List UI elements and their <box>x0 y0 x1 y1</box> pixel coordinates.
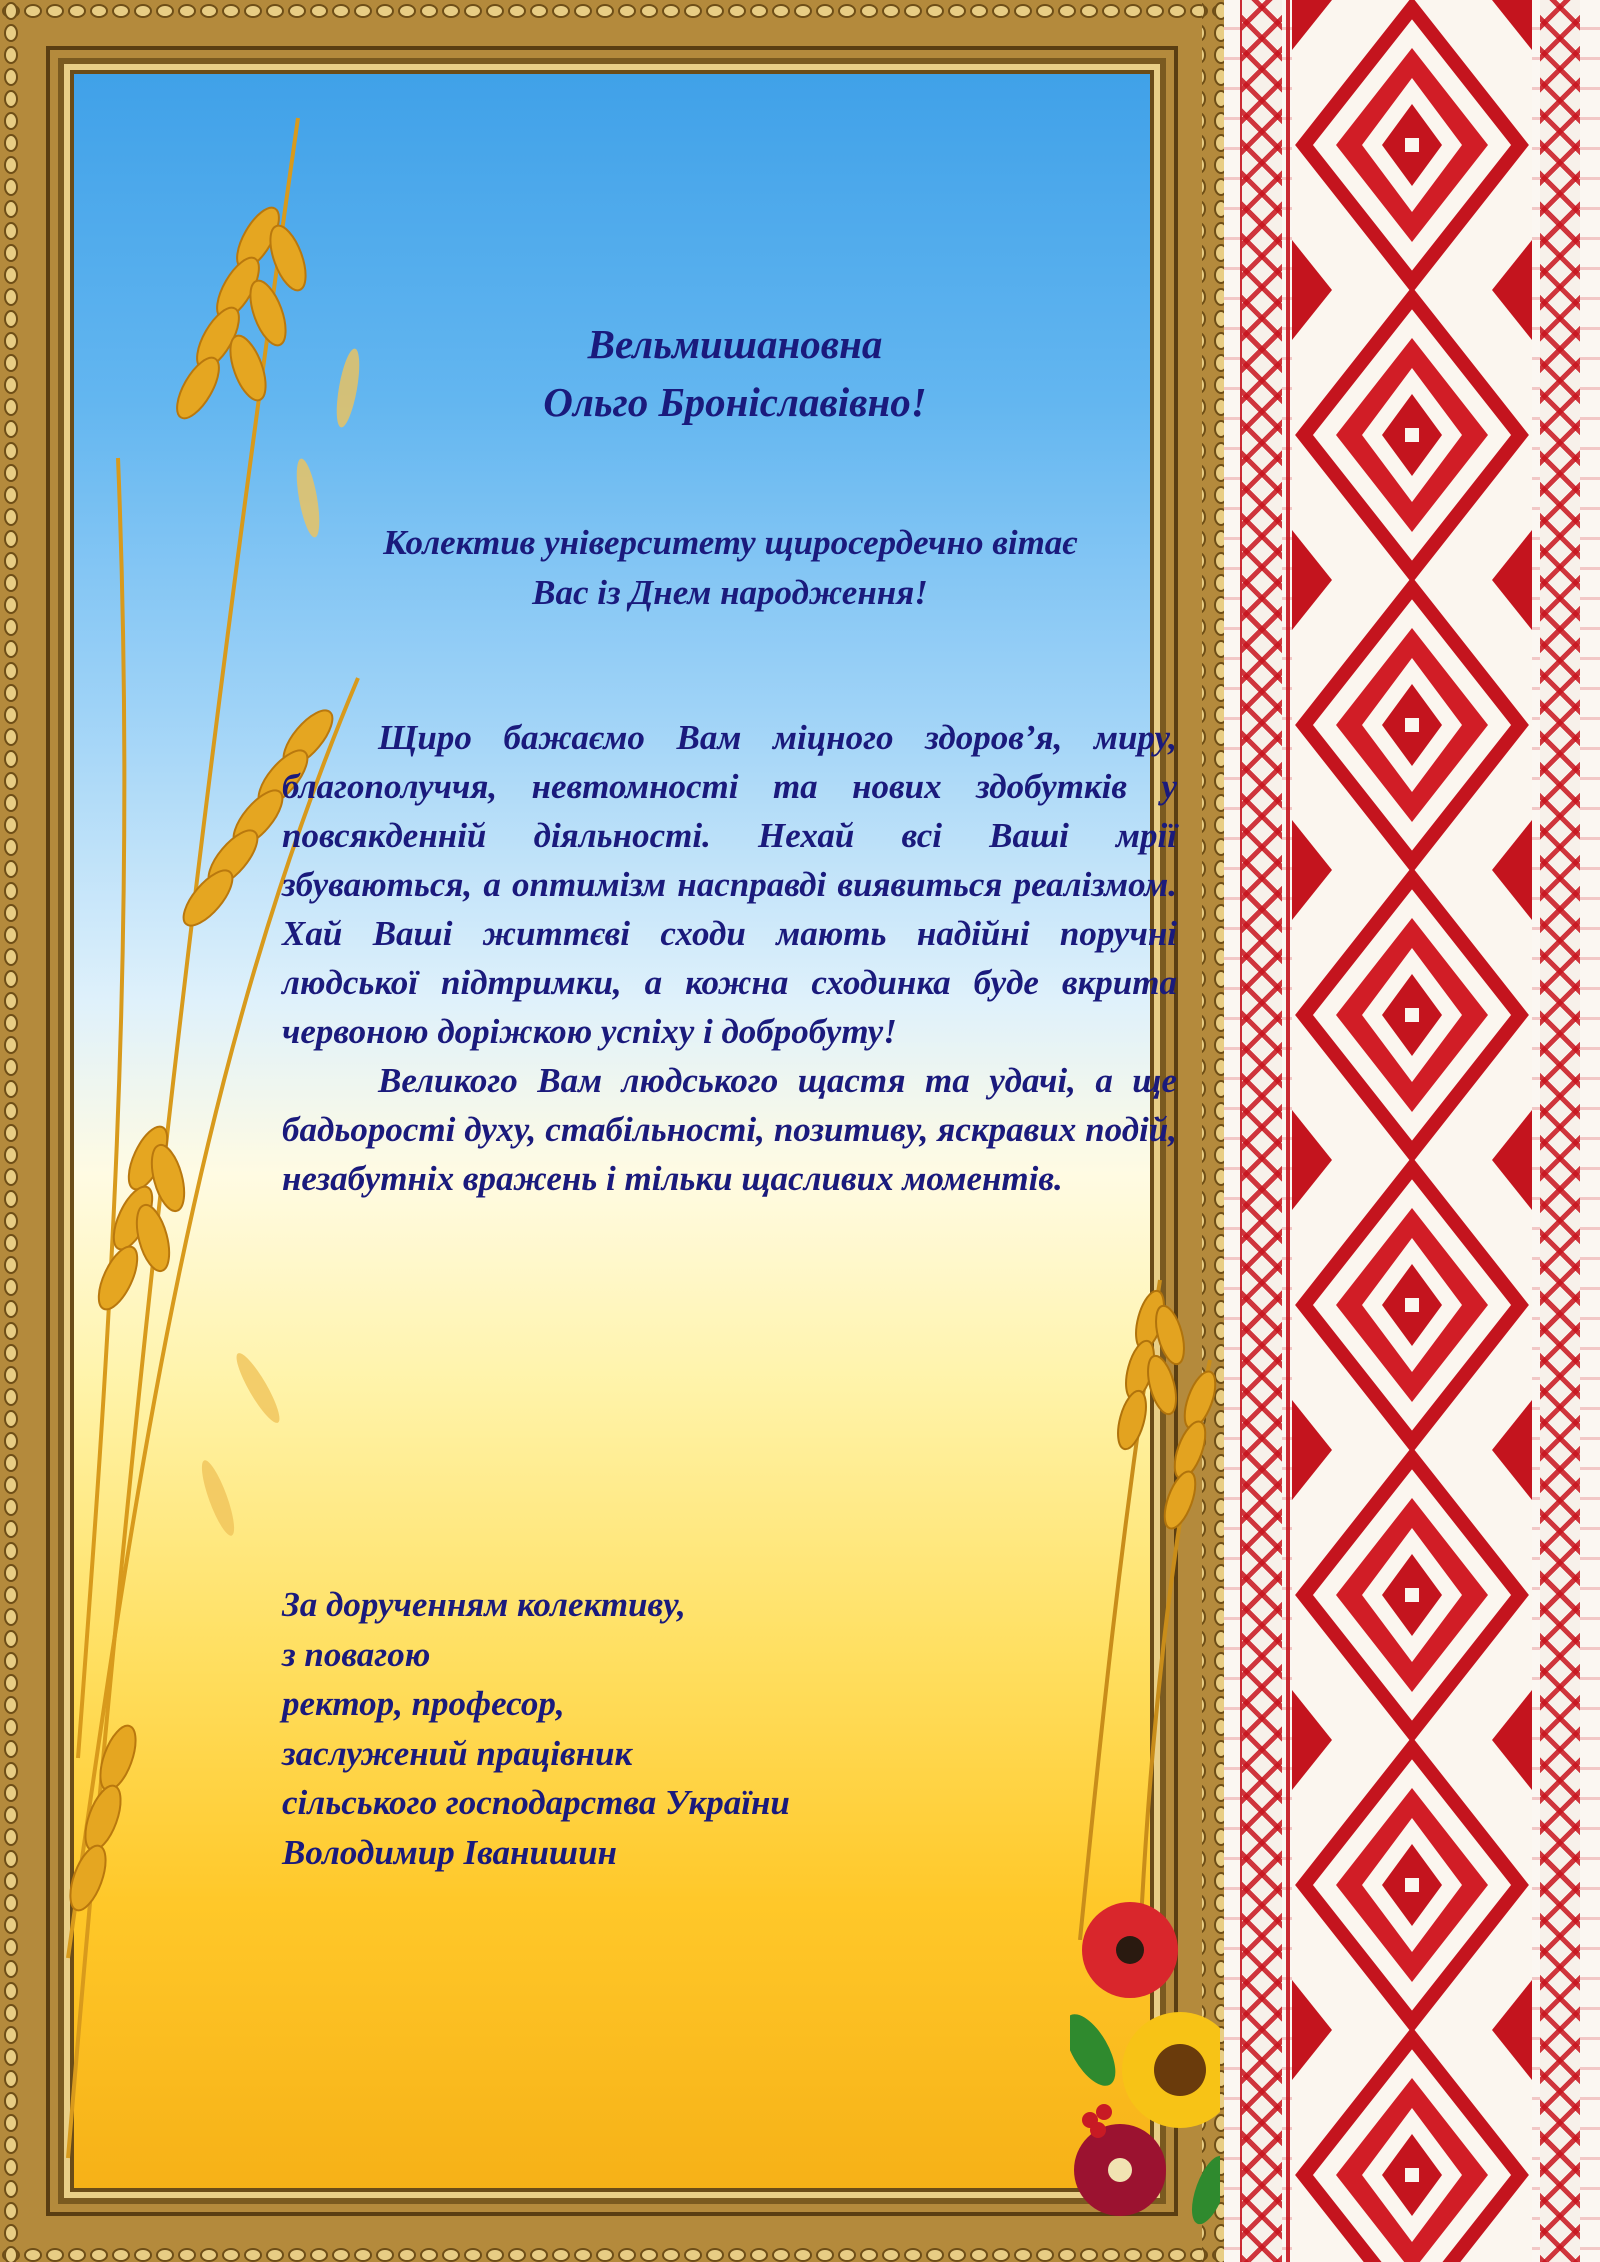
towel-border-left <box>1242 0 1282 2262</box>
wishes-paragraph-2: Великого Вам людського щастя та удачі, а ще бадьорості духу, стабільності, позитиву, яскравих подій, незабутніх вражень і тільки щасливих моментів. <box>282 1061 1177 1198</box>
greeting-line2: Вас із Днем народження! <box>532 573 928 612</box>
greeting-line1: Колектив університету щиросердечно вітає <box>383 523 1077 562</box>
signature-name: Володимир Іванишин <box>282 1832 617 1872</box>
salutation-line2: Ольго Броніславівно! <box>543 379 927 425</box>
poppy-icon <box>1082 1902 1178 1998</box>
signature-line3: ректор, професор, <box>282 1684 565 1723</box>
signature-line5: сільського господарства України <box>282 1783 790 1822</box>
signature-block <box>282 1580 1082 1877</box>
greeting <box>290 518 1170 618</box>
towel-diamond-pattern <box>1292 0 1532 2262</box>
salutation-line1: Вельмишановна <box>587 321 883 367</box>
towel-border-right <box>1540 0 1580 2262</box>
signature-line2: з повагою <box>282 1634 431 1674</box>
embroidered-towel <box>1222 0 1600 2262</box>
flower-bouquet <box>1070 1790 1220 2230</box>
wishes-body <box>282 713 1177 1203</box>
salutation <box>350 315 1120 431</box>
signature-line4: заслужений працівник <box>282 1733 633 1773</box>
wishes-paragraph-1: Щиро бажаємо Вам міцного здоров’я, миру, благополуччя, невтомності та нових здобутків у повсякденній діяльності. Нехай всі Ваші мрії збуваються, а оптимізм насправді виявиться реалізмом. Хай Ваші життєві сходи мають надійні поручні людської підтримки, а кожна сходинка буде вкрита червоною доріжкою успіху і добробуту! <box>282 718 1177 1051</box>
signature-line1: За дорученням колективу, <box>282 1585 686 1624</box>
mallow-icon <box>1074 2124 1166 2216</box>
sunflower-icon <box>1122 2012 1220 2128</box>
